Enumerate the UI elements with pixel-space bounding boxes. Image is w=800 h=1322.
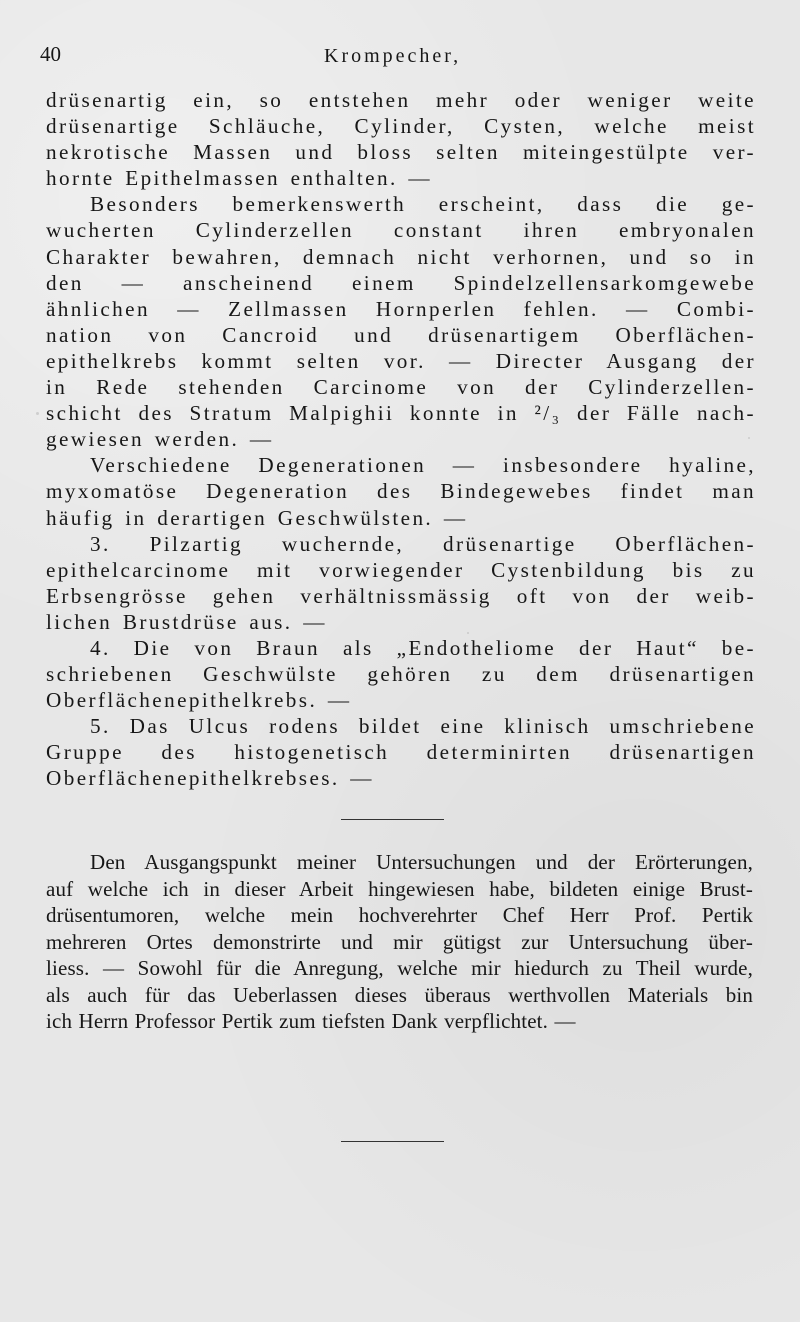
text-line: Gruppe des histogenetisch determinirten drüsenartigen <box>46 740 756 765</box>
note-line: ich Herrn Professor Pertik zum tiefsten Dank verpflichtet. — <box>46 1009 576 1033</box>
page-number: 40 <box>40 42 61 66</box>
text-line: lichen Brustdrüse aus. — <box>46 609 327 634</box>
note-line: Den Ausgangspunkt meiner Untersuchungen und der Erörterungen, <box>90 850 753 874</box>
text-line: Besonders bemerkenswerth erscheint, dass die ge- <box>90 192 756 217</box>
text-line: wucherten Cylinderzellen constant ihren embryonalen <box>46 218 756 243</box>
text-line: nekrotische Massen und bloss selten miteingestülpte ver- <box>46 140 756 165</box>
text-line: ähnlichen — Zellmassen Hornperlen fehlen. — Combi- <box>46 296 756 321</box>
text-line: häufig in derartigen Geschwülsten. — <box>46 505 468 530</box>
text-line: schriebenen Geschwülste gehören zu dem drüsenartigen <box>46 662 756 687</box>
text-line: den — anscheinend einem Spindelzellensarkomgewebe <box>46 270 756 295</box>
text-line: myxomatöse Degeneration des Bindegewebes findet man <box>46 479 756 504</box>
page-header <box>40 41 760 71</box>
text-line: 5. Das Ulcus rodens bildet eine klinisch umschriebene <box>90 714 756 739</box>
text-line: hornte Epithelmassen enthalten. — <box>46 166 432 191</box>
main-text-block <box>46 87 756 792</box>
text-line: Verschiedene Degenerationen — insbesondere hyaline, <box>90 453 756 478</box>
text-line: Charakter bewahren, demnach nicht verhornen, und so in <box>46 244 756 269</box>
text-line: 3. Pilzartig wuchernde, drüsenartige Oberflächen- <box>90 531 756 556</box>
text-line: drüsenartig ein, so entstehen mehr oder weniger weite <box>46 88 756 112</box>
note-line: auf welche ich in dieser Arbeit hingewiesen habe, bildeten einige Brust- <box>46 876 753 901</box>
note-line: liess. — Sowohl für die Anregung, welche mir hiedurch zu Theil wurde, <box>46 956 753 980</box>
note-line: drüsentumoren, welche mein hochverehrter Chef Herr Prof. Pertik <box>46 903 753 927</box>
note-line: mehreren Ortes demonstrirte und mir gütigst zur Untersuchung über- <box>46 929 753 954</box>
text-line: drüsenartige Schläuche, Cylinder, Cysten, welche meist <box>46 114 756 139</box>
text-line: gewiesen werden. — <box>46 427 274 452</box>
text-line: epithelkrebs kommt selten vor. — Directer Ausgang der <box>46 348 756 373</box>
section-divider <box>341 1141 444 1142</box>
text-line: schicht des Stratum Malpighii konnte in ²/₃ der Fälle nach- <box>46 401 756 426</box>
note-line: als auch für das Ueberlassen dieses überaus werthvollen Materials bin <box>46 982 753 1007</box>
text-line: Erbsengrösse gehen verhältnissmässig oft von der weib- <box>46 583 756 608</box>
text-line: epithelcarcinome mit vorwiegender Cystenbildung bis zu <box>46 557 756 582</box>
section-divider <box>341 819 444 820</box>
paper-speck <box>36 412 39 415</box>
text-line: in Rede stehenden Carcinome von der Cylinderzellen- <box>46 375 756 400</box>
text-line: 4. Die von Braun als „Endotheliome der Haut“ be- <box>90 635 756 660</box>
text-line: Oberflächenepithelkrebs. — <box>46 688 352 713</box>
text-line: nation von Cancroid und drüsenartigem Oberflächen- <box>46 322 756 347</box>
running-head: Krompecher, <box>324 45 462 67</box>
acknowledgement-note <box>46 849 753 1035</box>
text-line: Oberflächenepithelkrebses. — <box>46 766 374 791</box>
